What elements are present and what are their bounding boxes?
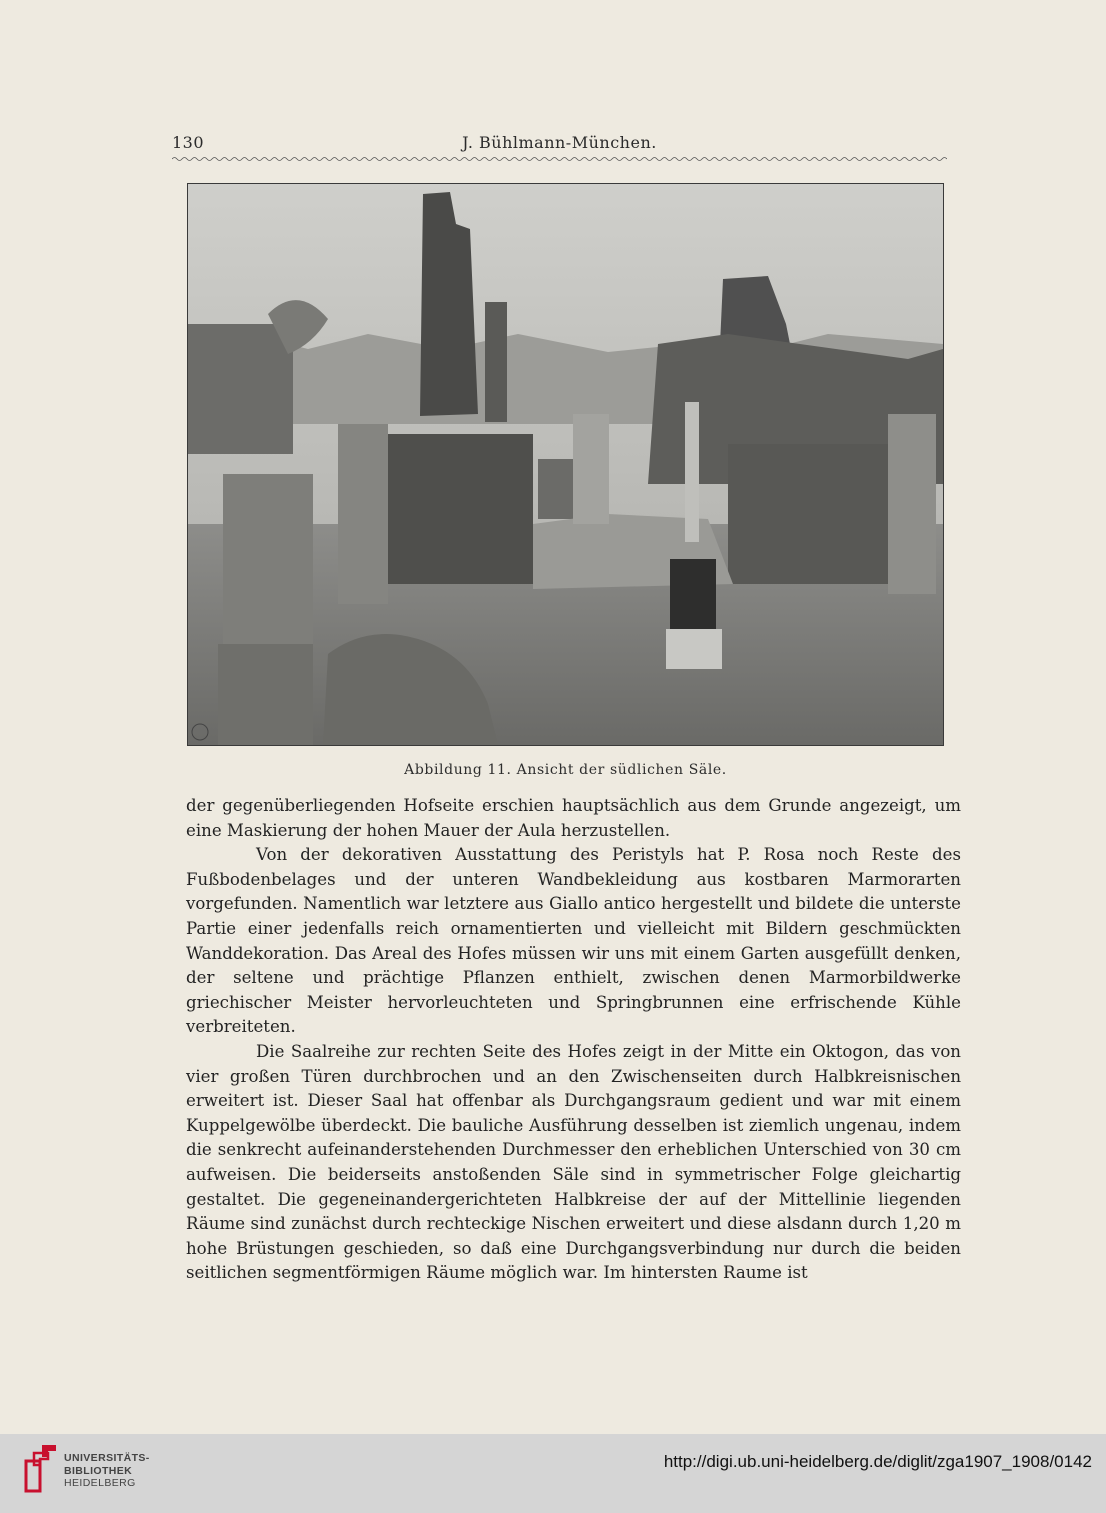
- wavy-header-rule: [172, 155, 947, 163]
- bell-tower: [485, 302, 507, 422]
- pillar-center: [573, 414, 609, 524]
- ruins-illustration: [188, 184, 943, 745]
- library-logo-icon[interactable]: [20, 1441, 60, 1501]
- paragraph: der gegenüberliegenden Hofseite erschien hauptsächlich aus dem Grunde angezeigt, um eine Maskierung der hohen Mauer der Aula herzustellen.: [186, 796, 961, 840]
- pillar-left: [338, 424, 388, 604]
- pillar-right: [888, 414, 936, 594]
- running-head: [172, 133, 947, 157]
- figure-caption: Abbildung 11. Ansicht der südlichen Säle.: [404, 762, 727, 778]
- brick-wall-center: [383, 434, 533, 584]
- page-number: 130: [172, 133, 205, 152]
- library-name-line: UNIVERSITÄTS-: [64, 1452, 150, 1464]
- left-building: [188, 324, 293, 454]
- library-name-line: BIBLIOTHEK: [64, 1464, 133, 1477]
- slender-column: [685, 402, 699, 542]
- body-text: [186, 794, 961, 1286]
- library-name-line: HEIDELBERG: [64, 1477, 136, 1489]
- paragraph: Die Saalreihe zur rechten Seite des Hofes zeigt in der Mitte ein Oktogon, das von vier großen Türen durchbrochen und an den Zwischenseiten durch Halbkreisnischen erweitert ist. Dieser Saal hat offenbar als Durchgangsraum gedient und war mit einem Kuppelgewölbe überdeckt. Die bauliche Ausführung desselben ist ziemlich ungenau, indem die senkrecht aufeinanderstehenden Durchmesser den erheblichen Unterschied von 30 cm aufweisen. Die beiderseits anstoßenden Säle sind in symmetrischer Folge gleichartig gestaltet. Die gegeneinandergerichteten Halbkreise der auf der Mittellinie liegenden Räume sind zunächst durch rechteckige Nischen erweitert und diese alsdann durch 1,20 m hohe Brüstungen geschieden, so daß eine Durchgangsverbindung nur durch die beiden seitlichen segmentförmigen Räume möglich war. Im hintersten Raume ist: [186, 1041, 961, 1283]
- running-title: J. Bühlmann-München.: [462, 133, 657, 152]
- digital-library-footer: [0, 1434, 1106, 1513]
- library-name[interactable]: [64, 1452, 150, 1490]
- paragraph: Von der dekorativen Ausstattung des Peristyls hat P. Rosa noch Reste des Fußbodenbelages und der unteren Wandbekleidung aus kostbaren Marmorarten vorgefunden. Namentlich war letztere aus Giallo antico hergestellt und bildete die unterste Partie einer jedenfalls reich ornamentierten und vielleicht mit Bildern geschmückten Wanddekoration. Das Areal des Hofes müssen wir uns mit einem Garten ausgefüllt denken, der seltene und prächtige Pflanzen enthielt, zwischen denen Marmorbildwerke griechischer Meister hervorleuchteten und Springbrunnen eine erfrischende Kühle verbreiteten.: [186, 845, 961, 1037]
- ruins-photograph: [187, 183, 944, 746]
- permalink-url[interactable]: http://digi.ub.uni-heidelberg.de/diglit/zga1907_1908/0142: [663, 1452, 1092, 1471]
- brick-wall-right: [728, 444, 903, 584]
